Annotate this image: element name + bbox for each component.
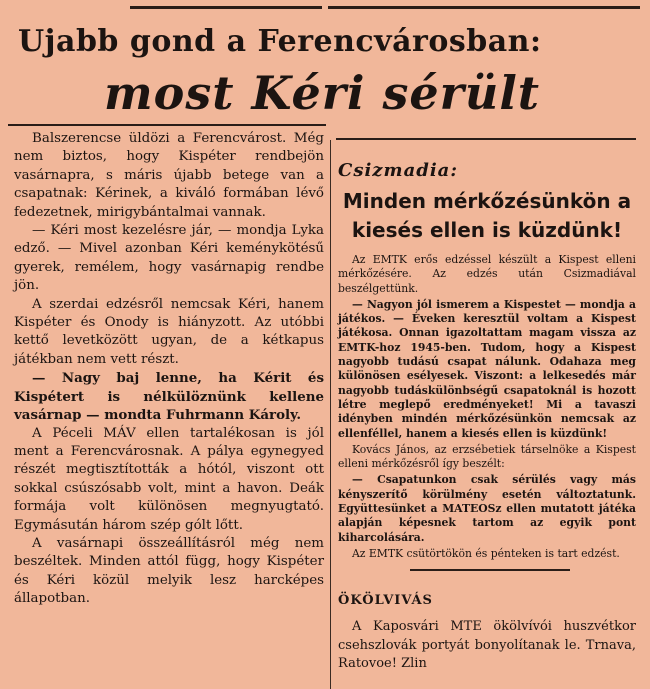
article-paragraph: A szerdai edzésről nemcsak Kéri, hanem Kispéter és Onody is hiányzott. Az utóbbi kettő levetközött ugyan, de a kétkapus játékban nem vett részt. [14, 296, 324, 367]
right-article-column [338, 160, 636, 674]
article-paragraph: A Péceli MÁV ellen tartalékosan is jól ment a Ferencvárosnak. A pálya egynegyed részét megtisztították a hótól, viszont ott sokkal csúszósabb volt, mint a havon. Deák formája volt különösen megnyugtató. Egymásután három szép gólt lőtt. [14, 425, 324, 533]
section-rule [410, 569, 570, 571]
article-kicker: Csizmadia: [338, 160, 458, 181]
article-paragraph: Balszerencse üldözi a Ferencvárost. Még nem biztos, hogy Kispéter rendbejön vasárnapra, s máris újabb betege van a csapatnak: Kérinek, a kiváló formában lévő fedezetnek, mirigybántalmai vannak. [14, 131, 324, 220]
left-article-column [14, 130, 324, 609]
article-paragraph: Az EMTK csütörtökön és pénteken is tart edzést. [352, 546, 620, 560]
article-paragraph: Kovács János, az erzsébetiek társelnöke a Kispest elleni mérkőzésről így beszélt: [338, 442, 636, 471]
article-paragraph: A vasárnapi összeállításról még nem beszéltek. Minden attól függ, hogy Kispéter és Kéri közül melyik lesz harcképes állapotban. [14, 535, 324, 607]
article-paragraph: — Kéri most kezelésre jár, — mondja Lyka edző. — Mivel azonban Kéri keménykötésű gyerek, remélem, hogy vasárnapig rendbe jön. [14, 223, 324, 294]
article-subheadline: Minden mérkőzésünkön a kiesés ellen is küzdünk! [342, 189, 632, 242]
top-rule-ornament [322, 3, 328, 13]
headline-line-1: Ujabb gond a Ferencvárosban: [18, 24, 542, 59]
section-label: ÖKÖLVIVÁS [338, 593, 433, 609]
article-paragraph-quote: — Nagyon jól ismerem a Kispestet — mondja a játékos. — Éveken keresztül voltam a Kispest játékosa. Onnan igazoltattam magam vissza az EMTK-hoz 1945-ben. Tudom, hogy a Kispest nagyobb tudású csapat nálunk. Odahaza meg különösen esélyesek. Viszont: a lelkesedés már nagyobb tudáskülönbségű csapatoknál is hozott létre meglepő eredményeket! Mi a tavaszi idényben mindén mérkőzésünkön nemcsak az ellenféllel, hanem a kiesés ellen is küzdünk! [338, 297, 636, 440]
right-article-body [338, 253, 636, 561]
column-divider [330, 140, 331, 689]
headline-underline [8, 124, 326, 126]
article-paragraph-quote: — Nagy baj lenne, ha Kérit és Kispétert is nélkülöznünk kellene vasárnap — mondta Fuhrmann Károly. [14, 370, 324, 424]
article-paragraph: Az EMTK erős edzéssel készült a Kispest elleni mérkőzésére. Az edzés után Csizmadiával beszélgettünk. [338, 253, 636, 295]
right-column-rule [336, 138, 636, 140]
top-rule [130, 6, 640, 9]
article-paragraph-quote: — Csapatunkon csak sérülés vagy más kényszerítő körülmény esetén változtatunk. Együttesünket a MATEOSz ellen mutatott játéka alapján képesnek tartom az egyik pont kiharcolására. [338, 473, 636, 544]
headline-line-2: most Kéri sérült [104, 66, 541, 120]
article-paragraph: A Kaposvári MTE ökölvívói huszvétkor csehszlovák portyát bonyolítanak le. Trnava, Ratovoe! Zlin [338, 619, 636, 672]
boxing-article-body [338, 618, 636, 674]
